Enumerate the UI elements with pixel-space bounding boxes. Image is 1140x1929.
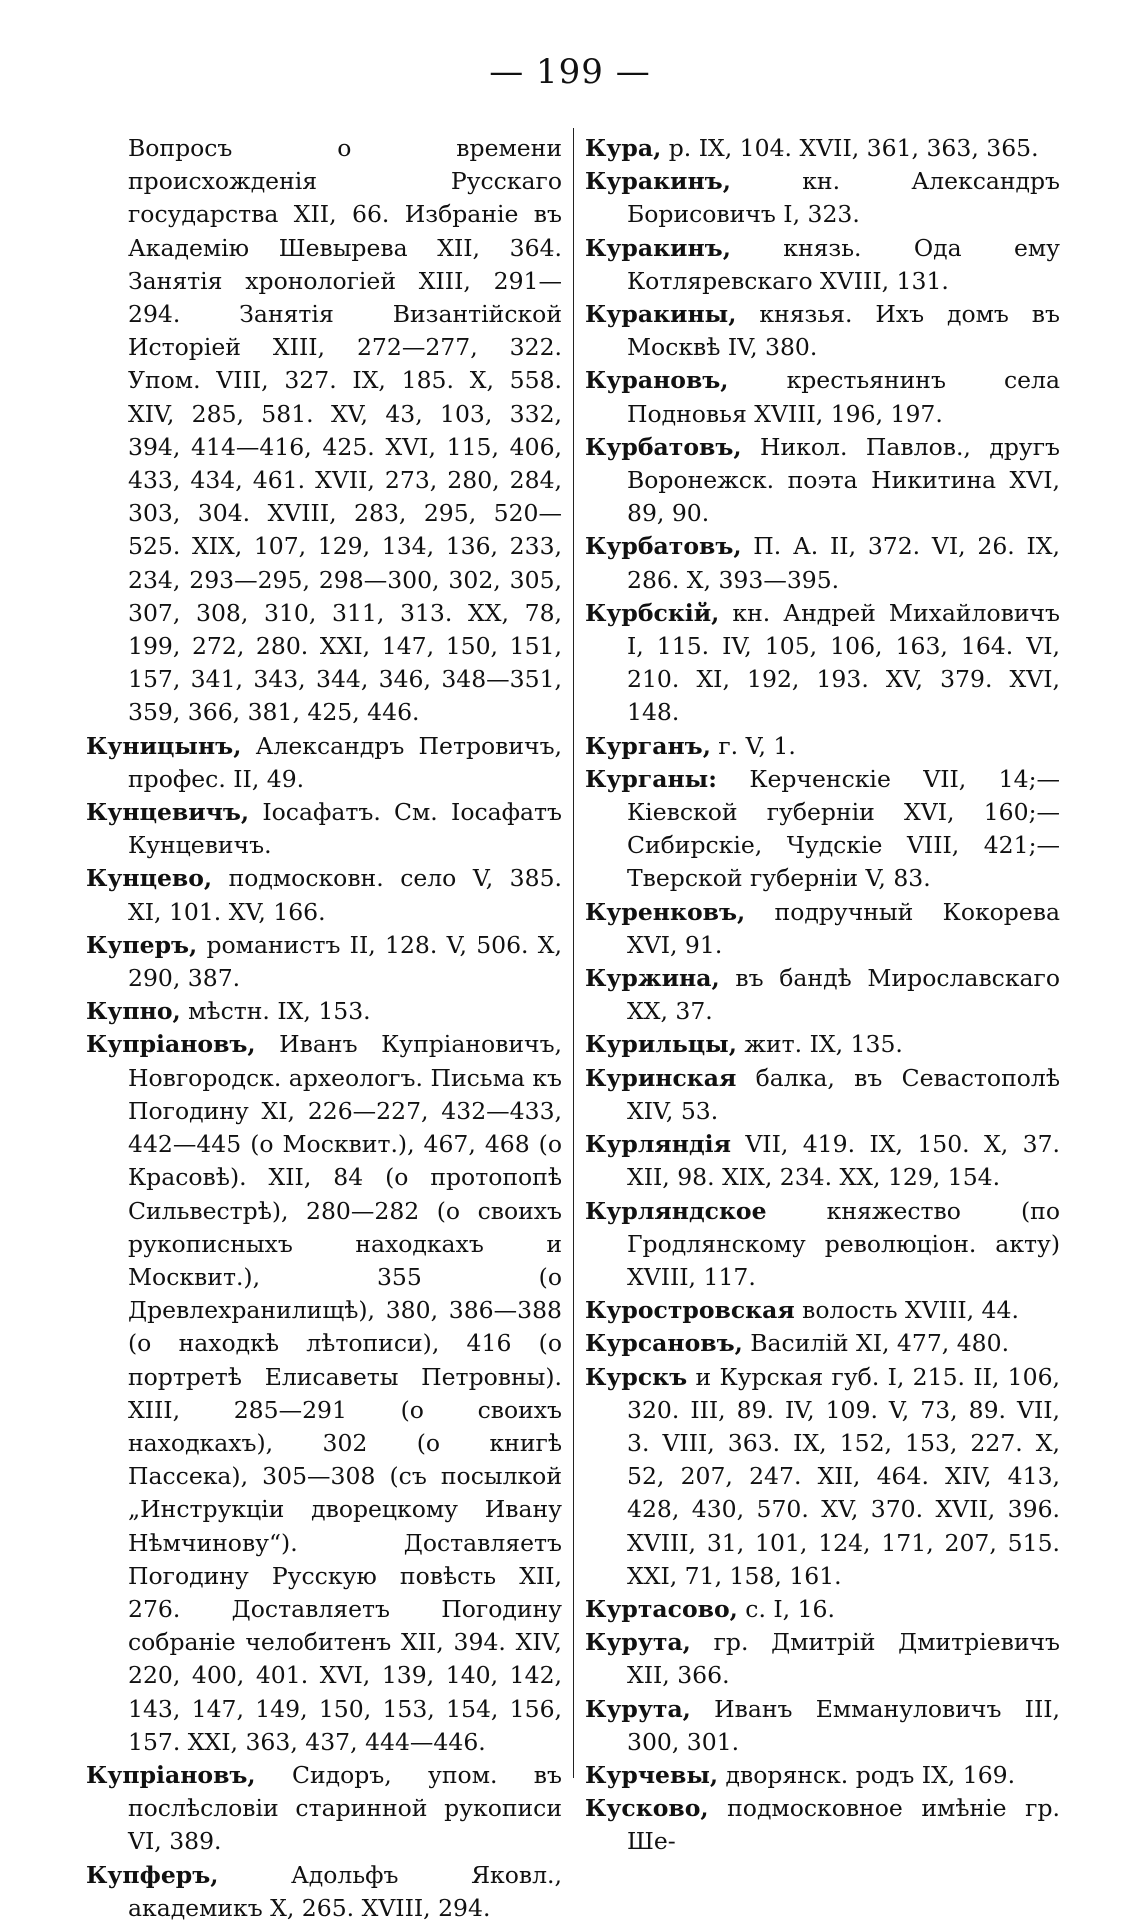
column-divider bbox=[573, 128, 574, 1778]
index-entry: Куракинъ, кн. Александръ Борисовичъ I, 323. bbox=[585, 167, 1060, 229]
index-entry: Куницынъ, Александръ Петровичъ, профес. II, 49. bbox=[86, 731, 562, 793]
index-entry: Курановъ, крестьянинъ села Подновья XVIII, 196, 197. bbox=[585, 366, 1060, 428]
left-column bbox=[86, 132, 562, 1925]
index-entry: Кура, р. IX, 104. XVII, 361, 363, 365. bbox=[585, 134, 1039, 162]
index-entry: Куперъ, романистъ II, 128. V, 506. X, 290, 387. bbox=[86, 930, 562, 993]
index-entry: Куростровская волость XVIII, 44. bbox=[585, 1296, 1019, 1325]
index-entry: Куракины, князья. Ихъ домъ въ Москвѣ IV, 380. bbox=[585, 300, 1060, 362]
index-entry: Куракинъ, князь. Ода ему Котляревскаго XVIII, 131. bbox=[585, 233, 1060, 295]
index-entry: Курсановъ, Василій XI, 477, 480. bbox=[585, 1329, 1010, 1358]
index-entry: Кунцево, подмосковн. село V, 385. XI, 101. XV, 166. bbox=[86, 864, 562, 926]
index-entry: Курганы: Керченскіе VII, 14;—Кіевской губерніи XVI, 160;—Сибирскіе, Чудскіе VIII, 421;—Тверской губерніи V, 83. bbox=[585, 764, 1060, 893]
index-entry: Купферъ, Адольфъ Яковл., академикъ X, 265. XVIII, 294. bbox=[86, 1860, 562, 1922]
index-entry: Курбатовъ, Никол. Павлов., другъ Воронежск. поэта Никитина XVI, 89, 90. bbox=[585, 432, 1060, 528]
index-entry: Кунцевичъ, Іосафатъ. См. Іосафатъ Кунцевичъ. bbox=[86, 798, 562, 860]
index-entry: Курляндія VII, 419. IX, 150. X, 37. XII, 98. XIX, 234. XX, 129, 154. bbox=[585, 1130, 1060, 1192]
page-number: — 199 — bbox=[489, 52, 651, 92]
index-entry: Курильцы, жит. IX, 135. bbox=[585, 1030, 903, 1059]
index-entry: Курута, Иванъ Еммануловичъ III, 300, 301. bbox=[585, 1694, 1060, 1756]
index-entry: Курскъ и Курская губ. I, 215. II, 106, 320. III, 89. IV, 109. V, 73, 89. VII, 3. VIII, 363. IX, 152, 153, 227. X, 52, 207, 247. XII, 464. XIV, 413, 428, 430, 570. XV, 370. XVII, 396. XVIII, 31, 101, 124, 171, 207, 515. XXI, 71, 158, 161. bbox=[585, 1362, 1060, 1590]
index-entry: Куржина, въ бандѣ Мирославскаго XX, 37. bbox=[585, 964, 1060, 1026]
index-entry: Курута, гр. Дмитрій Дмитріевичъ XII, 366. bbox=[585, 1628, 1060, 1690]
index-entry: Кусково, подмосковное имѣніе гр. Ше- bbox=[585, 1794, 1060, 1856]
index-entry: Купно, мѣстн. IX, 153. bbox=[86, 997, 371, 1026]
index-entry: Купріановъ, Сидоръ, упом. въ послѣсловіи старинной рукописи VI, 389. bbox=[86, 1760, 562, 1856]
index-entry: Куртасово, с. I, 16. bbox=[585, 1594, 835, 1623]
index-entry: Курганъ, г. V, 1. bbox=[585, 731, 796, 760]
index-entry: Курчевы, дворянск. родъ IX, 169. bbox=[585, 1760, 1016, 1789]
index-entry: Куринская балка, въ Севастополѣ XIV, 53. bbox=[585, 1063, 1060, 1125]
index-entry: Курбскій, кн. Андрей Михайловичъ I, 115. IV, 105, 106, 163, 164. VI, 210. XI, 192, 193. XV, 379. XVI, 148. bbox=[585, 598, 1060, 727]
right-column bbox=[585, 132, 1060, 1859]
index-entry: Курляндское княжество (по Гродлянскому революціон. акту) XVIII, 117. bbox=[585, 1196, 1060, 1291]
index-entry: Куренковъ, подручный Кокорева XVI, 91. bbox=[585, 897, 1060, 959]
index-entry: Купріановъ, Иванъ Купріановичъ, Новгородск. археологъ. Письма къ Погодину XI, 226—227, 432—433, 442—445 (о Москвит.), 467, 468 (о Красовѣ). XII, 84 (о протопопѣ Сильвестрѣ), 280—282 (о своихъ рукописныхъ находкахъ и Москвит.), 355 (о Древлехранилищѣ), 380, 386—388 (о находкѣ лѣтописи), 416 (о портретѣ Елисаветы Петровны). XIII, 285—291 (о своихъ находкахъ), 302 (о книгѣ Пассека), 305—308 (съ посылкой „Инструкціи дворецкому Ивану Нѣмчинову“). Доставляетъ Погодину Русскую повѣсть XII, 276. Доставляетъ Погодину собраніе челобитенъ XII, 394. XIV, 220, 400, 401. XVI, 139, 140, 142, 143, 147, 149, 150, 153, 154, 156, 157. XXI, 363, 437, 444—446. bbox=[86, 1030, 562, 1756]
index-entry: Вопросъ о времени происхожденія Русскаго государства XII, 66. Избраніе въ Академію Шевырева XII, 364. Занятія хронологіей XIII, 291—294. Занятія Византійской Исторіей XIII, 272—277, 322. Упом. VIII, 327. IX, 185. X, 558. XIV, 285, 581. XV, 43, 103, 332, 394, 414—416, 425. XVI, 115, 406, 433, 434, 461. XVII, 273, 280, 284, 303, 304. XVIII, 283, 295, 520—525. XIX, 107, 129, 134, 136, 233, 234, 293—295, 298—300, 302, 305, 307, 308, 310, 311, 313. XX, 78, 199, 272, 280. XXI, 147, 150, 151, 157, 341, 343, 344, 346, 348—351, 359, 366, 381, 425, 446. bbox=[128, 134, 562, 727]
index-entry: Курбатовъ, П. А. II, 372. VI, 26. IX, 286. X, 393—395. bbox=[585, 532, 1060, 594]
